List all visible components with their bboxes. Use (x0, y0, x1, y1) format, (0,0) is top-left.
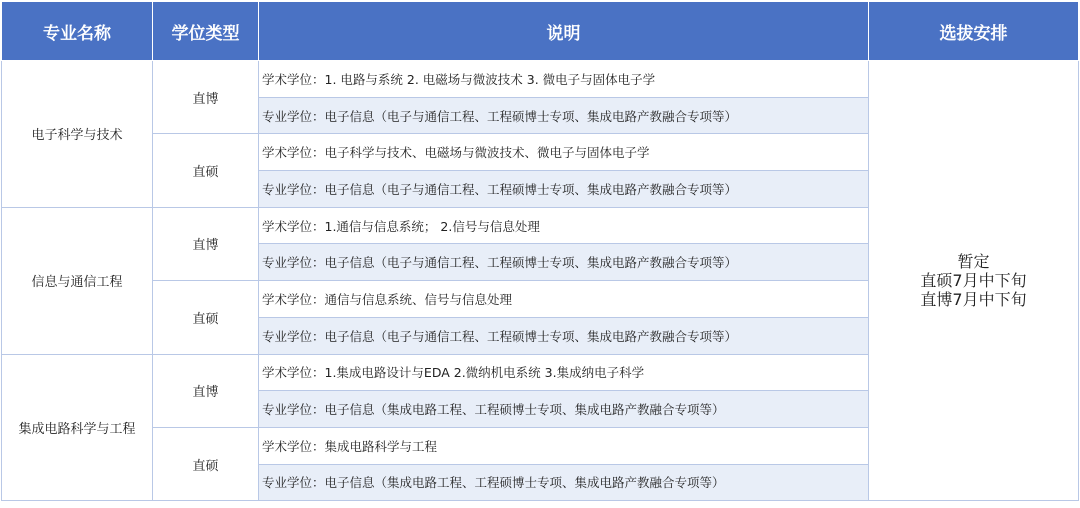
degree-type: 直硕 (153, 427, 259, 500)
header-degree-type: 学位类型 (153, 2, 259, 61)
major-name: 电子科学与技术 (2, 61, 153, 208)
table-row (2, 61, 1079, 98)
degree-type: 直博 (153, 61, 259, 134)
academic-description: 学术学位：电子科学与技术、电磁场与微波技术、微电子与固体电子学 (259, 134, 869, 171)
professional-description: 专业学位：电子信息（电子与通信工程、工程硕博士专项、集成电路产教融合专项等） (259, 244, 869, 281)
professional-description: 专业学位：电子信息（电子与通信工程、工程硕博士专项、集成电路产教融合专项等） (259, 317, 869, 354)
header-row (2, 2, 1079, 61)
header-major: 专业名称 (2, 2, 153, 61)
major-name: 集成电路科学与工程 (2, 354, 153, 501)
academic-description: 学术学位：通信与信息系统、信号与信息处理 (259, 281, 869, 318)
degree-type: 直硕 (153, 134, 259, 207)
header-selection: 选拔安排 (869, 2, 1079, 61)
professional-description: 专业学位：电子信息（集成电路工程、工程硕博士专项、集成电路产教融合专项等） (259, 464, 869, 501)
selection-line: 直硕7月中下旬 (920, 271, 1027, 291)
major-name: 信息与通信工程 (2, 207, 153, 354)
academic-description: 学术学位：集成电路科学与工程 (259, 427, 869, 464)
academic-description: 学术学位：1.集成电路设计与EDA 2.微纳机电系统 3.集成纳电子科学 (259, 354, 869, 391)
professional-description: 专业学位：电子信息（电子与通信工程、工程硕博士专项、集成电路产教融合专项等） (259, 171, 869, 208)
professional-description: 专业学位：电子信息（电子与通信工程、工程硕博士专项、集成电路产教融合专项等） (259, 97, 869, 134)
degree-type: 直博 (153, 207, 259, 280)
academic-description: 学术学位：1. 电路与系统 2. 电磁场与微波技术 3. 微电子与固体电子学 (259, 61, 869, 98)
selection-line: 暂定 (957, 252, 990, 272)
header-description: 说明 (259, 2, 869, 61)
program-table (1, 1, 1079, 501)
selection-schedule (869, 61, 1079, 501)
academic-description: 学术学位：1.通信与信息系统； 2.信号与信息处理 (259, 207, 869, 244)
professional-description: 专业学位：电子信息（集成电路工程、工程硕博士专项、集成电路产教融合专项等） (259, 391, 869, 428)
degree-type: 直硕 (153, 281, 259, 354)
selection-line: 直博7月中下旬 (920, 290, 1027, 310)
degree-type: 直博 (153, 354, 259, 427)
